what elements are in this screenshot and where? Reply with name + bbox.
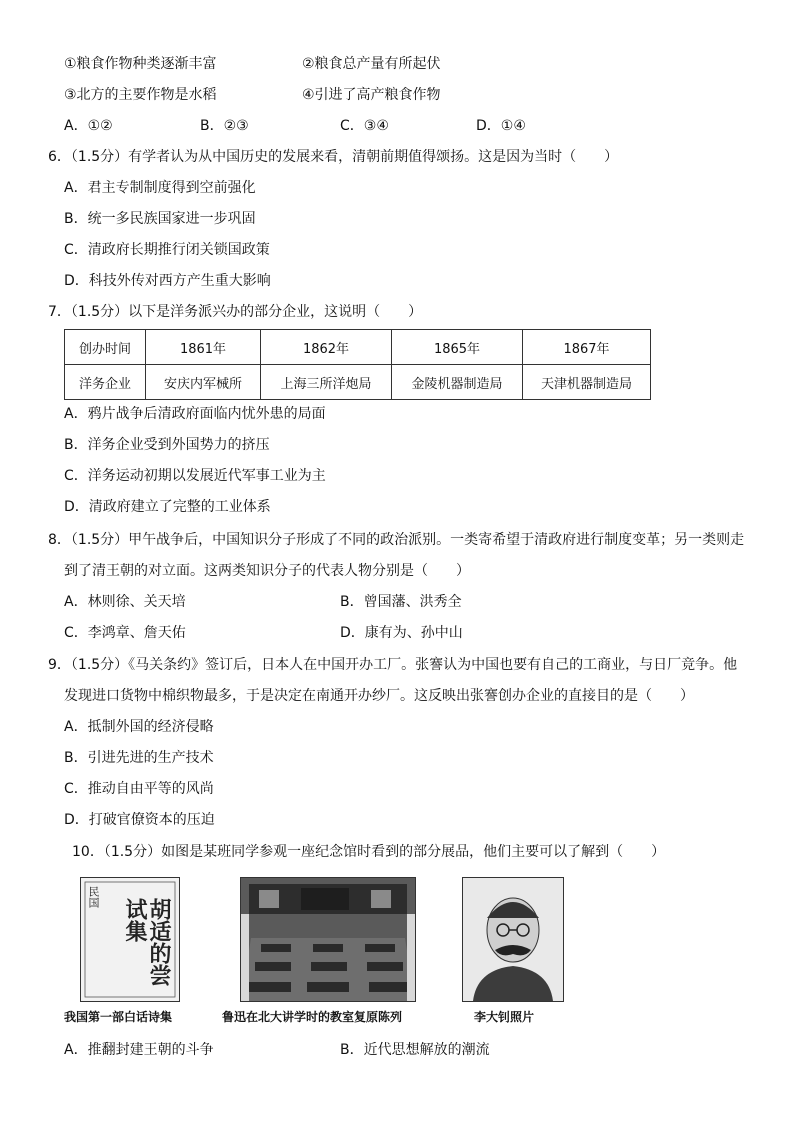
q7-cell: 洋务企业 (65, 365, 146, 400)
q8-stem-line1: 8．（1.5分）甲午战争后，中国知识分子形成了不同的政治派别。一类寄希望于清政府进行制度变革；另一类则走 (48, 532, 745, 548)
q7-cell: 上海三所洋炮局 (261, 365, 392, 400)
q6-option-d: D．科技外传对西方产生重大影响 (64, 273, 271, 289)
q9-stem-line2: 发现进口货物中棉织物最多，于是决定在南通开办纱厂。这反映出张謇创办企业的直接目的是（ ） (64, 688, 694, 704)
q7-table-row-enterprise (65, 365, 651, 400)
q8-option-c: C．李鸿章、詹天佑 (64, 625, 186, 641)
book-cover-image: 民国 胡适的尝试集 (80, 877, 180, 1002)
q9-stem-line1: 9．（1.5分）《马关条约》签订后，日本人在中国开办工厂。张謇认为中国也要有自己的工商业，与日厂竞争。他 (48, 657, 738, 673)
q6-option-a: A．君主专制制度得到空前强化 (64, 180, 256, 196)
q7-cell: 1861年 (146, 330, 261, 365)
q9-option-d: D．打破官僚资本的压迫 (64, 812, 215, 828)
q7-table-row-year (65, 330, 651, 365)
q10-stem: 10．（1.5分）如图是某班同学参观一座纪念馆时看到的部分展品，他们主要可以了解到（ ） (72, 844, 666, 860)
q5-statement-3: ③北方的主要作物是水稻 (64, 87, 217, 103)
q7-cell: 1867年 (523, 330, 651, 365)
q7-cell: 金陵机器制造局 (392, 365, 523, 400)
q8-option-b: B．曾国藩、洪秀全 (340, 594, 462, 610)
q5-option-c: C．③④ (340, 118, 389, 134)
q5-option-d: D．①④ (476, 118, 526, 134)
q10-option-b: B．近代思想解放的潮流 (340, 1042, 490, 1058)
q7-option-d: D．清政府建立了完整的工业体系 (64, 499, 271, 515)
caption-classroom: 鲁迅在北大讲学时的教室复原陈列 (222, 1010, 403, 1024)
q8-stem-line2: 到了清王朝的对立面。这两类知识分子的代表人物分别是（ ） (64, 563, 470, 579)
q7-option-b: B．洋务企业受到外国势力的挤压 (64, 437, 270, 453)
q7-stem: 7．（1.5分）以下是洋务派兴办的部分企业，这说明（ ） (48, 304, 423, 320)
q7-cell: 1865年 (392, 330, 523, 365)
q7-cell: 创办时间 (65, 330, 146, 365)
portrait-photo (462, 877, 564, 1002)
caption-portrait: 李大钊照片 (474, 1010, 535, 1024)
q5-statement-1: ①粮食作物种类逐渐丰富 (64, 56, 217, 72)
q8-option-a: A．林则徐、关天培 (64, 594, 186, 610)
q10-option-a: A．推翻封建王朝的斗争 (64, 1042, 214, 1058)
q5-option-b: B．②③ (200, 118, 249, 134)
q8-option-d: D．康有为、孙中山 (340, 625, 463, 641)
caption-book: 我国第一部白话诗集 (64, 1010, 173, 1024)
q6-option-b: B．统一多民族国家进一步巩固 (64, 211, 256, 227)
q5-statement-2: ②粮食总产量有所起伏 (302, 56, 441, 72)
q7-cell: 1862年 (261, 330, 392, 365)
q7-option-c: C．洋务运动初期以发展近代军事工业为主 (64, 468, 326, 484)
q6-stem: 6．（1.5分）有学者认为从中国历史的发展来看，清朝前期值得颂扬。这是因为当时（ ） (48, 149, 619, 165)
q6-option-c: C．清政府长期推行闭关锁国政策 (64, 242, 270, 258)
q7-option-a: A．鸦片战争后清政府面临内忧外患的局面 (64, 406, 326, 422)
q7-table (64, 329, 651, 400)
q9-option-b: B．引进先进的生产技术 (64, 750, 214, 766)
q5-statement-4: ④引进了高产粮食作物 (302, 87, 441, 103)
q9-option-a: A．抵制外国的经济侵略 (64, 719, 214, 735)
q5-option-a: A．①② (64, 118, 113, 134)
q9-option-c: C．推动自由平等的风尚 (64, 781, 214, 797)
book-title-callig: 胡适的尝试集 (122, 898, 172, 986)
q7-cell: 安庆内军械所 (146, 365, 261, 400)
q7-cell: 天津机器制造局 (523, 365, 651, 400)
classroom-photo (240, 877, 416, 1002)
